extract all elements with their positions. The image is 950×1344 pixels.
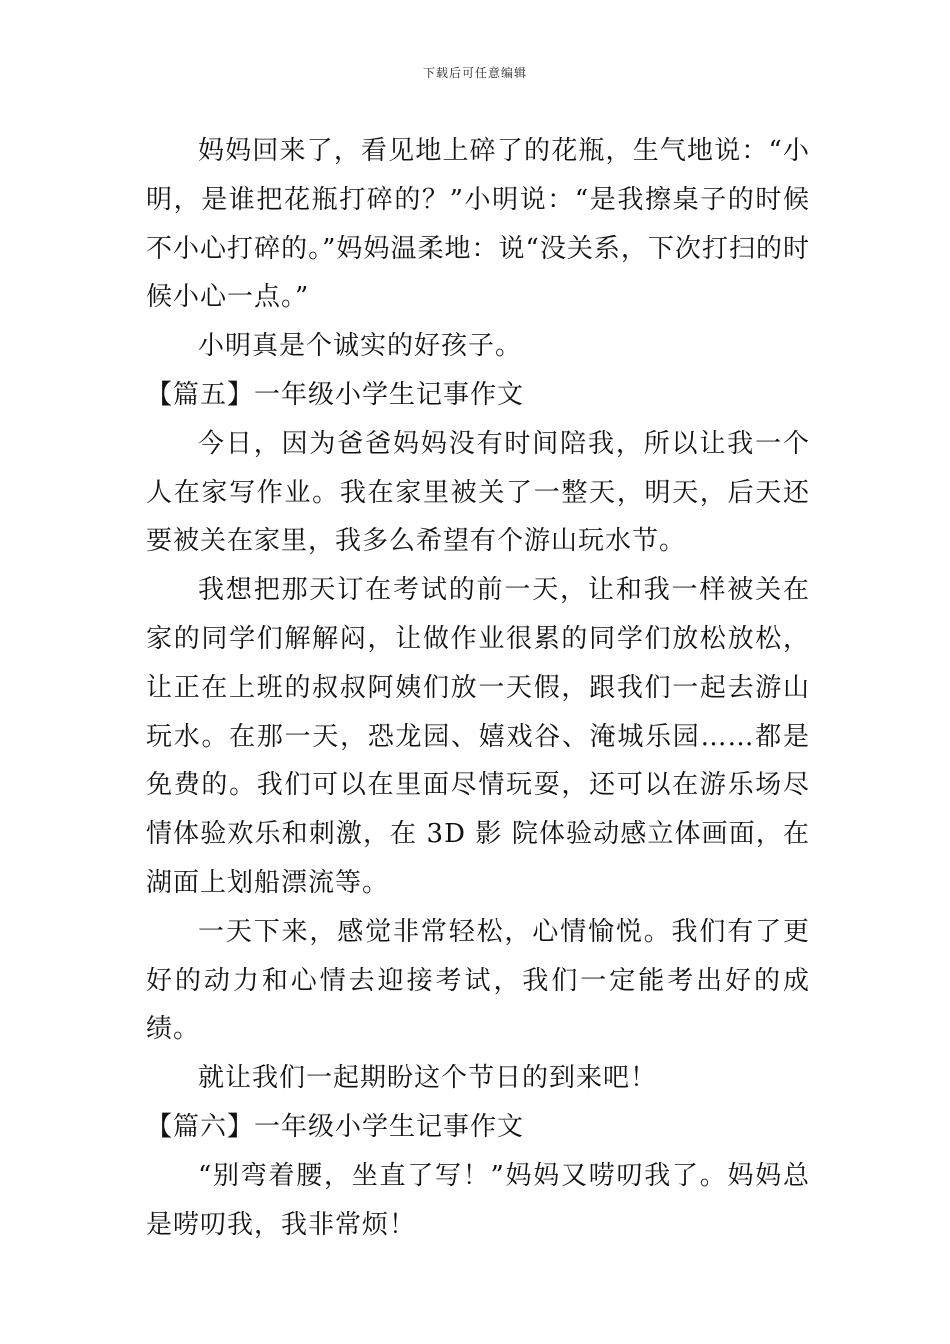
paragraph: 就让我们一起期盼这个节日的到来吧！ xyxy=(198,1063,658,1094)
paragraph: 妈妈回来了，看见地上碎了的花瓶，生气地说：“小明，是谁把花瓶打碎的？”小明说：“是我擦桌子的时候不小心打碎的。”妈妈温柔地：说“没关系，下次打扫的时候小心一点。” xyxy=(146,136,810,313)
paragraph: 我想把那天订在考试的前一天，让和我一样被关在家的同学们解解闷，让做作业很累的同学们放松放松，让正在上班的叔叔阿姨们放一天假，跟我们一起去游山玩水。在那一天，恐龙园、嬉戏谷、淹城乐园……都是免费的。我们可以在里面尽情玩耍，还可以在游乐场尽情体验欢乐和刺激，在 3D 影 院体验动感立体画面，在湖面上划船漂流等。 xyxy=(146,575,810,898)
paragraph: 一天下来，感觉非常轻松，心情愉悦。我们有了更好的动力和心情去迎接考试，我们一定能考出好的成绩。 xyxy=(146,916,810,1045)
paragraph: 今日，因为爸爸妈妈没有时间陪我，所以让我一个人在家写作业。我在家里被关了一整天，明天，后天还要被关在家里，我多么希望有个游山玩水节。 xyxy=(146,428,810,557)
section-heading: 【篇六】一年级小学生记事作文 xyxy=(146,1111,525,1142)
section-heading: 【篇五】一年级小学生记事作文 xyxy=(146,379,525,410)
page-header: 下载后可任意编辑 xyxy=(422,66,527,80)
paragraph: “别弯着腰，坐直了写！”妈妈又唠叨我了。妈妈总是唠叨我，我非常烦！ xyxy=(146,1160,810,1240)
document-body xyxy=(146,127,810,1249)
paragraph: 小明真是个诚实的好孩子。 xyxy=(198,331,523,362)
